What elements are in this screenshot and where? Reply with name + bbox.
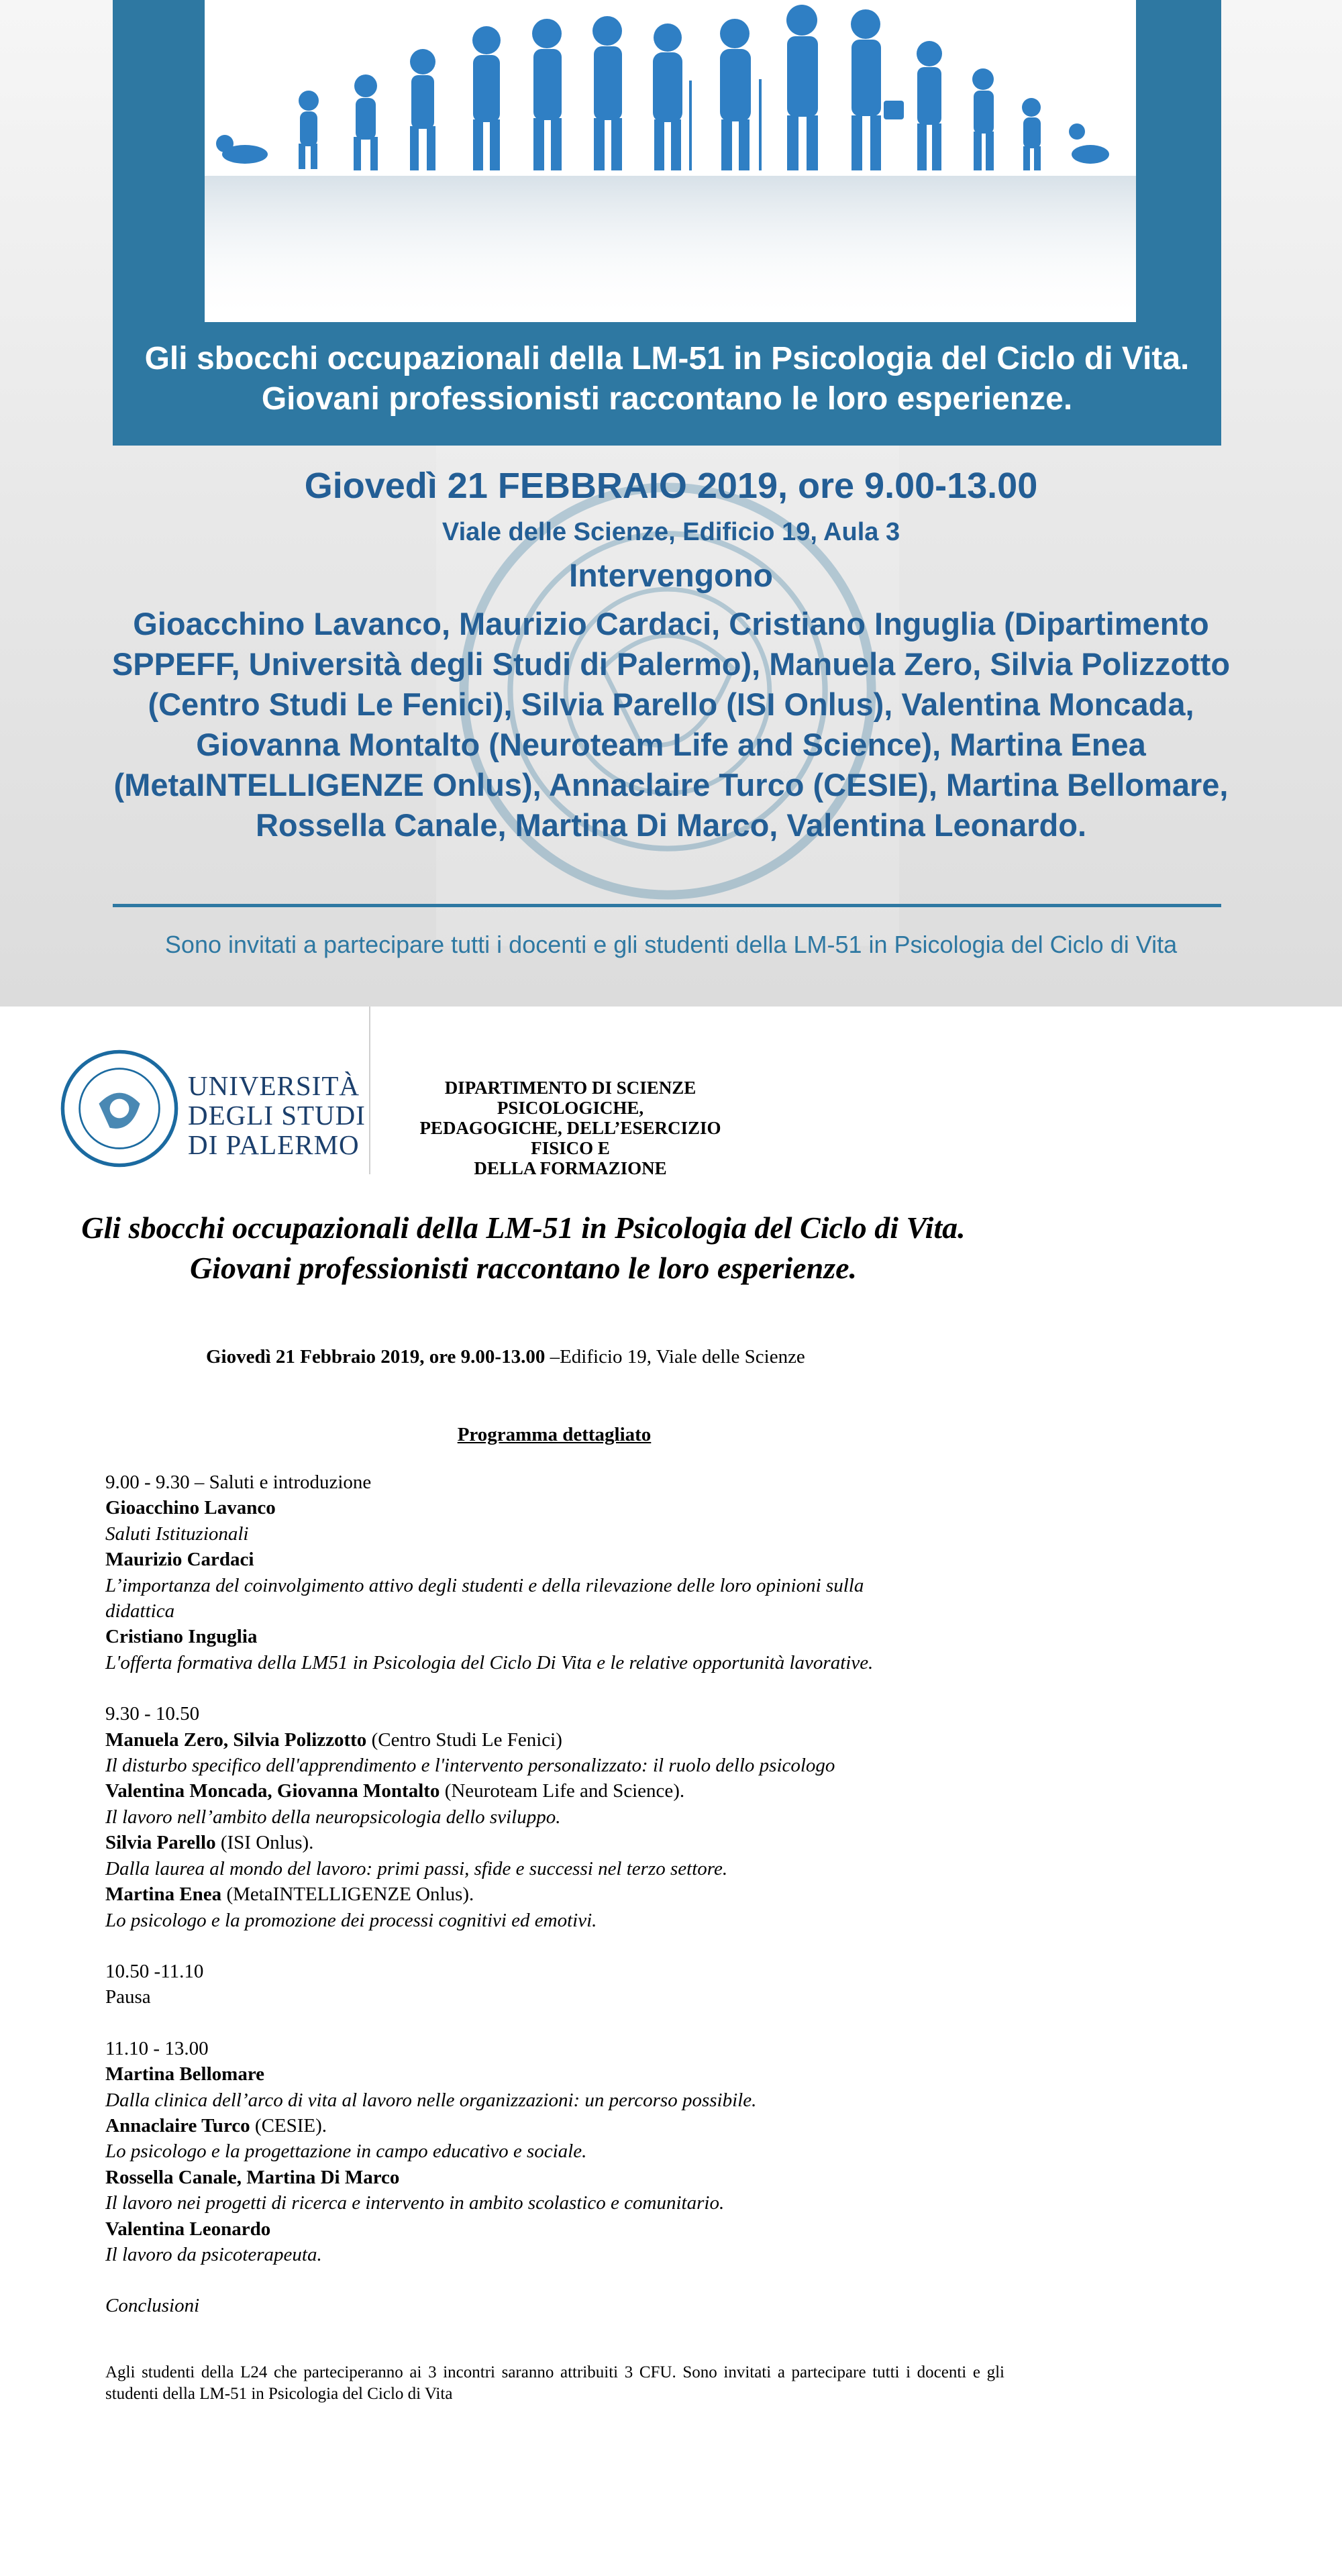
- talk-title: Il lavoro nei progetti di ricerca e intervento in ambito scolastico e comunitario.: [105, 2192, 725, 2214]
- life-cycle-illustration: [205, 0, 1136, 322]
- speaker-org: (Neuroteam Life and Science).: [440, 1780, 685, 1802]
- speaker-name: Annaclaire Turco: [105, 2114, 250, 2136]
- speaker-name: Martina Enea: [105, 1884, 222, 1906]
- speaker-name: Rossella Canale, Martina Di Marco: [105, 2166, 400, 2188]
- speaker-name: Cristiano Inguglia: [105, 1626, 258, 1648]
- date-location: –Edificio 19, Viale delle Scienze: [545, 1346, 805, 1368]
- speaker-line: [105, 1778, 1011, 1804]
- speaker-line: [105, 1830, 1011, 1855]
- poster-invite: Sono invitati a partecipare tutti i docenti e gli studenti della LM-51 in Psicologia del Ciclo di Vita: [164, 931, 1178, 958]
- speaker-line: [105, 1882, 1011, 1907]
- speaker-name: Silvia Parello: [105, 1832, 216, 1854]
- spacer: [105, 2267, 1011, 2293]
- spacer: [105, 1933, 1011, 1959]
- spacer: [105, 1676, 1011, 1701]
- department-name: [396, 1078, 745, 1178]
- speaker-line: [105, 1727, 1011, 1753]
- document-title: Gli sbocchi occupazionali della LM-51 in Psicologia del Ciclo di Vita. Giovani professionisti raccontano le loro esperienze.: [81, 1210, 966, 1285]
- speakers-list: Gioacchino Lavanco, Maurizio Cardaci, Cristiano Inguglia (Dipartimento SPPEFF, Università degli Studi di Palermo), Manuela Zero, Silvia Polizzotto (Centro Studi Le Fenici), Silvia Parello (ISI Onlus), Valentina Moncada, Giovanna Montalto (Neuroteam Life and Science), Martina Enea (MetaINTELLIGENZE Onlus), Annaclaire Turco (CESIE), Martina Bellomare, Rossella Canale, Martina Di Marco, Valentina Leonardo.: [111, 606, 1231, 843]
- talk-title: Saluti Istituzionali: [105, 1523, 249, 1545]
- session-time: 9.00 - 9.30 – Saluti e introduzione: [105, 1472, 372, 1493]
- life-cycle-silhouettes-icon: [205, 0, 1136, 322]
- poster-venue: Viale delle Scienze, Edificio 19, Aula 3: [442, 518, 900, 546]
- speakers-heading: Intervengono: [568, 558, 773, 594]
- header-divider: [369, 1007, 370, 1174]
- department-name-line: PEDAGOGICHE, DELL’ESERCIZIO FISICO E: [419, 1118, 721, 1158]
- speaker-name: Valentina Moncada, Giovanna Montalto: [105, 1780, 440, 1802]
- date-bold: Giovedì 21 Febbraio 2019, ore 9.00-13.00: [206, 1346, 546, 1368]
- session-time: 11.10 - 13.00: [105, 2037, 209, 2059]
- break-label: Pausa: [105, 1986, 151, 2008]
- university-name-line: DEGLI STUDI: [188, 1100, 366, 1131]
- speaker-name: Martina Bellomare: [105, 2063, 265, 2085]
- spacer: [105, 2010, 1011, 2036]
- talk-title: Dalla clinica dell’arco di vita al lavoro nelle organizzazioni: un percorso possibile.: [105, 2089, 757, 2111]
- talk-title: Il lavoro nell’ambito della neuropsicologia dello sviluppo.: [105, 1806, 561, 1828]
- speaker-name: Maurizio Cardaci: [105, 1549, 254, 1571]
- document-date: [206, 1346, 805, 1368]
- poster-date: Giovedì 21 FEBBRAIO 2019, ore 9.00-13.00: [304, 466, 1038, 506]
- session-time: 10.50 -11.10: [105, 1960, 204, 1982]
- university-seal-icon: [59, 1048, 180, 1169]
- talk-title: L’importanza del coinvolgimento attivo degli studenti e della rilevazione delle loro opinioni sulla: [105, 1574, 864, 1596]
- talk-title: Il lavoro da psicoterapeuta.: [105, 2243, 322, 2265]
- talk-title: Lo psicologo e la progettazione in campo educativo e sociale.: [105, 2141, 587, 2163]
- speaker-name: Valentina Leonardo: [105, 2218, 271, 2240]
- footnote: Agli studenti della L24 che parteciperanno ai 3 incontri saranno attribuiti 3 CFU. Sono invitati a partecipare tutti i docenti e gli studenti della LM-51 in Psicologia del Ciclo di Vita: [105, 2363, 1004, 2403]
- program: [105, 1470, 1011, 2319]
- program-heading: Programma dettagliato: [457, 1424, 652, 1445]
- university-name: [188, 1071, 366, 1160]
- talk-title: Lo psicologo e la promozione dei processi cognitivi ed emotivi.: [105, 1909, 597, 1931]
- speaker-org: (ISI Onlus).: [215, 1832, 314, 1854]
- talk-title: Il disturbo specifico dell'apprendimento e l'intervento personalizzato: il ruolo dello psicologo: [105, 1755, 835, 1777]
- poster-title: Gli sbocchi occupazionali della LM-51 in Psicologia del Ciclo di Vita. Giovani professionisti raccontano le loro esperienze.: [144, 341, 1190, 417]
- session-time: 9.30 - 10.50: [105, 1703, 200, 1725]
- department-name-line: DELLA FORMAZIONE: [474, 1158, 667, 1178]
- talk-title: didattica: [105, 1600, 175, 1622]
- speaker-org: (Centro Studi Le Fenici): [366, 1729, 562, 1751]
- event-poster: [0, 0, 1342, 1007]
- talk-title: L'offerta formativa della LM51 in Psicologia del Ciclo Di Vita e le relative opportunità lavorative.: [105, 1651, 874, 1673]
- conclusion: Conclusioni: [105, 2295, 200, 2317]
- divider: [113, 904, 1221, 907]
- university-name-line: UNIVERSITÀ: [188, 1070, 360, 1101]
- speaker-org: (CESIE).: [250, 2114, 327, 2136]
- university-name-line: DI PALERMO: [188, 1129, 360, 1160]
- speaker-line: [105, 2113, 1011, 2139]
- talk-title: Dalla laurea al mondo del lavoro: primi passi, sfide e successi nel terzo settore.: [105, 1857, 728, 1879]
- speaker-org: (MetaINTELLIGENZE Onlus).: [221, 1884, 474, 1906]
- department-name-line: DIPARTIMENTO DI SCIENZE PSICOLOGICHE,: [444, 1078, 696, 1118]
- speaker-name: Manuela Zero, Silvia Polizzotto: [105, 1729, 367, 1751]
- speaker-name: Gioacchino Lavanco: [105, 1497, 276, 1519]
